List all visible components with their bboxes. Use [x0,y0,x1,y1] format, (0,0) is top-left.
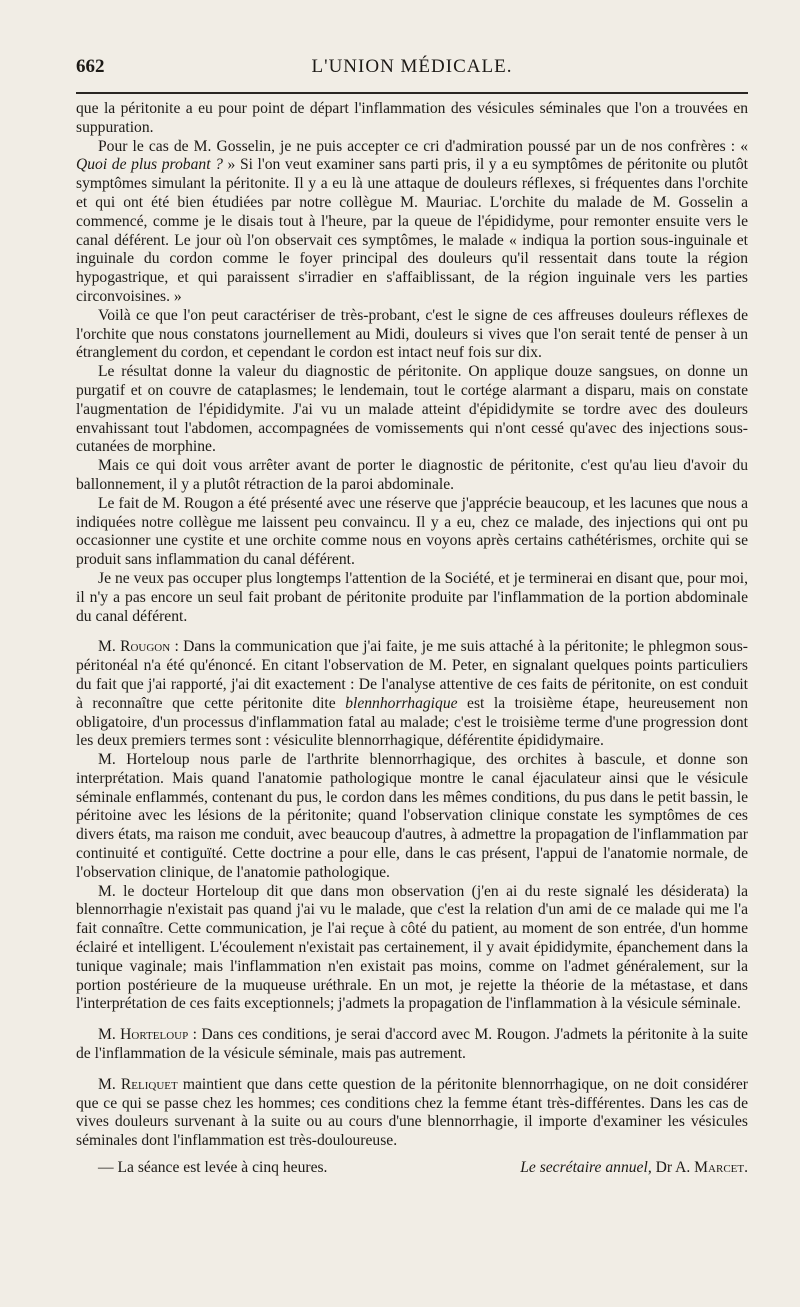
paragraph [76,1076,748,1151]
paragraph [76,1026,748,1064]
paragraph-text: Mais ce qui doit vous arrêter avant de porter le diagnostic de péritonite, c'est qu'au lieu d'avoir du ballonnement, il y a plutôt rétraction de la paroi abdominale. [76,457,748,493]
speaker-name: Reliquet [120,1075,178,1093]
paragraph-text: Je ne veux pas occuper plus longtemps l'attention de la Société, et je terminerai en disant que, pour moi, il n'y a pas encore un seul fait probant de péritonite produite par l'inflammation de la portion abdominale du canal déférent. [76,569,748,625]
paragraph-text: : Dans ces conditions, je serai d'accord avec M. Rougon. J'admets la péritonite à la suite de l'inflammation de la vésicule séminale, mais pas autrement. [76,1026,748,1063]
paragraph-text: M. le docteur Horteloup dit que dans mon observation (j'en ai du reste signalé les désiderata) la blennorrhagie n'existait pas quand j'ai vu le malade, que c'est la relation d'un ami de ce malade qui me l'a fait connaître. Cette communication, je l'ai reçue à côté du patient, au moment de son entrée, d'un homme éclairé et intelligent. L'écoulement n'existait pas certainement, il y avait épididymite, épanchement dans la tunique vaginale; mais l'inflammation n'en existait pas moins, comme on l'admet généralement, sur la portion postérieure de la muqueuse uréthrale. En un mot, je rejette la théorie de la métastase, et dans l'interprétation de ces faits exceptionnels; j'admets la propagation de l'inflammation à la vésicule séminale. [76,882,748,1013]
header-rule [76,92,748,94]
page-number: 662 [76,56,105,77]
secretary-name: Marcet. [694,1159,748,1177]
page-header [76,52,748,82]
paragraph-text: M. Horteloup nous parle de l'arthrite blennorrhagique, des orchites à bascule, et donne son interprétation. Mais quand l'anatomie pathologique montre le canal éjaculateur ainsi que le vésicule séminale enflammés, contenant du pus, le cordon dans les mêmes conditions, du pus dans le petit bassin, le péritoine avec les lésions de la péritonite; quand l'observation clinique constate les symptômes de ces divers états, ma raison me conduit, avec beaucoup d'autres, à admettre la propagation de l'inflammation par continuité et contiguïté. Cette doctrine a pour elle, dans le cas présent, l'appui de l'anatomie normale, de l'observation clinique, de l'anatomie pathologique. [76,751,748,881]
adjournment-note: — La séance est levée à cinq heures. [98,1159,328,1177]
paragraph [76,138,748,307]
paragraph [76,100,748,138]
paragraph-text: Le résultat donne la valeur du diagnostic de péritonite. On applique douze sangsues, on donne un purgatif et on couvre de cataplasmes; le lendemain, tout le cortége alarmant a disparu, mais on constate l'augmentation de l'épididymite. J'ai vu un malade atteint d'épididymite se tordre avec des douleurs envahissant tout l'abdomen, accompagnées de vomissements qui n'ont cessé qu'avec des injections sous-cutanées de morphine. [76,363,748,456]
speaker-name: M. Horteloup [98,1026,189,1044]
emphasis-text: Quoi de plus probant ? [76,156,223,174]
paragraph [76,363,748,457]
closing-line [76,1159,748,1178]
paragraph-text: Le fait de M. Rougon a été présenté avec une réserve que j'apprécie beaucoup, et les lacunes que nous a indiquées notre collègue me laissent peu convaincu. Il y a eu, chez ce malade, des injections qui ont pu occasionner une cystite et une orchite comme nous en voyons après certains cathétérismes, orchite qui se produit sans inflammation du canal déférent. [76,494,748,569]
paragraph-text: maintient que dans cette question de la péritonite blennorrhagique, on ne doit considérer que ce qui se passe chez les hommes; ces conditions chez la femme étant très-différentes. Dans les cas de vives douleurs survenant à la suite ou au cours d'une blennorrhagie, il importe d'examiner les vésicules séminales dont l'inflammation est très-douloureuse. [76,1075,748,1150]
paragraph-text: Voilà ce que l'on peut caractériser de très-probant, c'est le signe de ces affreuses douleurs réflexes de l'orchite que nous constatons journellement au Midi, douleurs si vives que l'on serait tenté de penser à un étranglement du cordon, et cependant le cordon est intact neuf fois sur dix. [76,306,748,362]
secretary-signature [520,1159,748,1178]
paragraph-text: que la péritonite a eu pour point de départ l'inflammation des vésicules séminales que l'on a trouvées en suppuration. [76,100,748,136]
speaker-name: M. Rougon [98,638,171,656]
paragraph-text: M. [98,1075,121,1093]
running-title: L'UNION MÉDICALE. [311,56,513,77]
paragraph-text: est la troisième étape, heureusement non obligatoire, d'un processus d'inflammation fatal au malade; c'est le troisième terme d'une progression dont les deux premiers termes sont : vésiculite blennorrhagique, déférentite épididymaire. [76,694,748,750]
paragraph-text: Pour le cas de M. Gosselin, je ne puis accepter ce cri d'admiration poussé par un de nos confrères : « [98,137,748,155]
paragraph-text: » Si l'on veut examiner sans parti pris, il y a eu symptômes de péritonite ou plutôt symptômes simulant la péritonite. Il y a eu là une attaque de douleurs réflexes, si fréquentes dans l'orchite et qui ont été bien étudiées par notre collègue M. Mauriac. L'orchite du malade de M. Gosselin a commencé, comme je le disais tout à l'heure, par la queue de l'épididyme, pour remonter ensuite vers le canal déférent. Le jour où l'on observait ces symptômes, le malade « indiqua la portion sous-inguinale et inguinale du cordon comme le foyer principal des douleurs qu'il ressentait dans toute la région hypogastrique, et qui paraissent s'irradier en s'affaiblissant, de la région inguinale vers les parties circonvoisines. » [76,156,748,305]
article-body [76,100,748,1178]
paragraph [76,751,748,883]
paragraph [76,457,748,495]
paragraph [76,638,748,751]
paragraph-text: : Dans la communication que j'ai faite, je me suis attaché à la péritonite; le phlegmon sous-péritonéal n'a été qu'énoncé. En citant l'observation de M. Peter, en signalant quelques points particuliers du fait que j'ai rapporté, j'ai dit exactement : De l'analyse attentive de ces faits de péritonite, on est conduit à reconnaître que cette péritonite dite [76,638,748,712]
paragraph [76,570,748,626]
paragraph [76,883,748,1015]
paragraph [76,495,748,570]
paragraph [76,307,748,363]
secretary-label: Le secrétaire annuel [520,1159,648,1177]
emphasis-text: blennhorrhagique [345,694,458,712]
secretary-prefix: , Dr A. [647,1159,695,1177]
